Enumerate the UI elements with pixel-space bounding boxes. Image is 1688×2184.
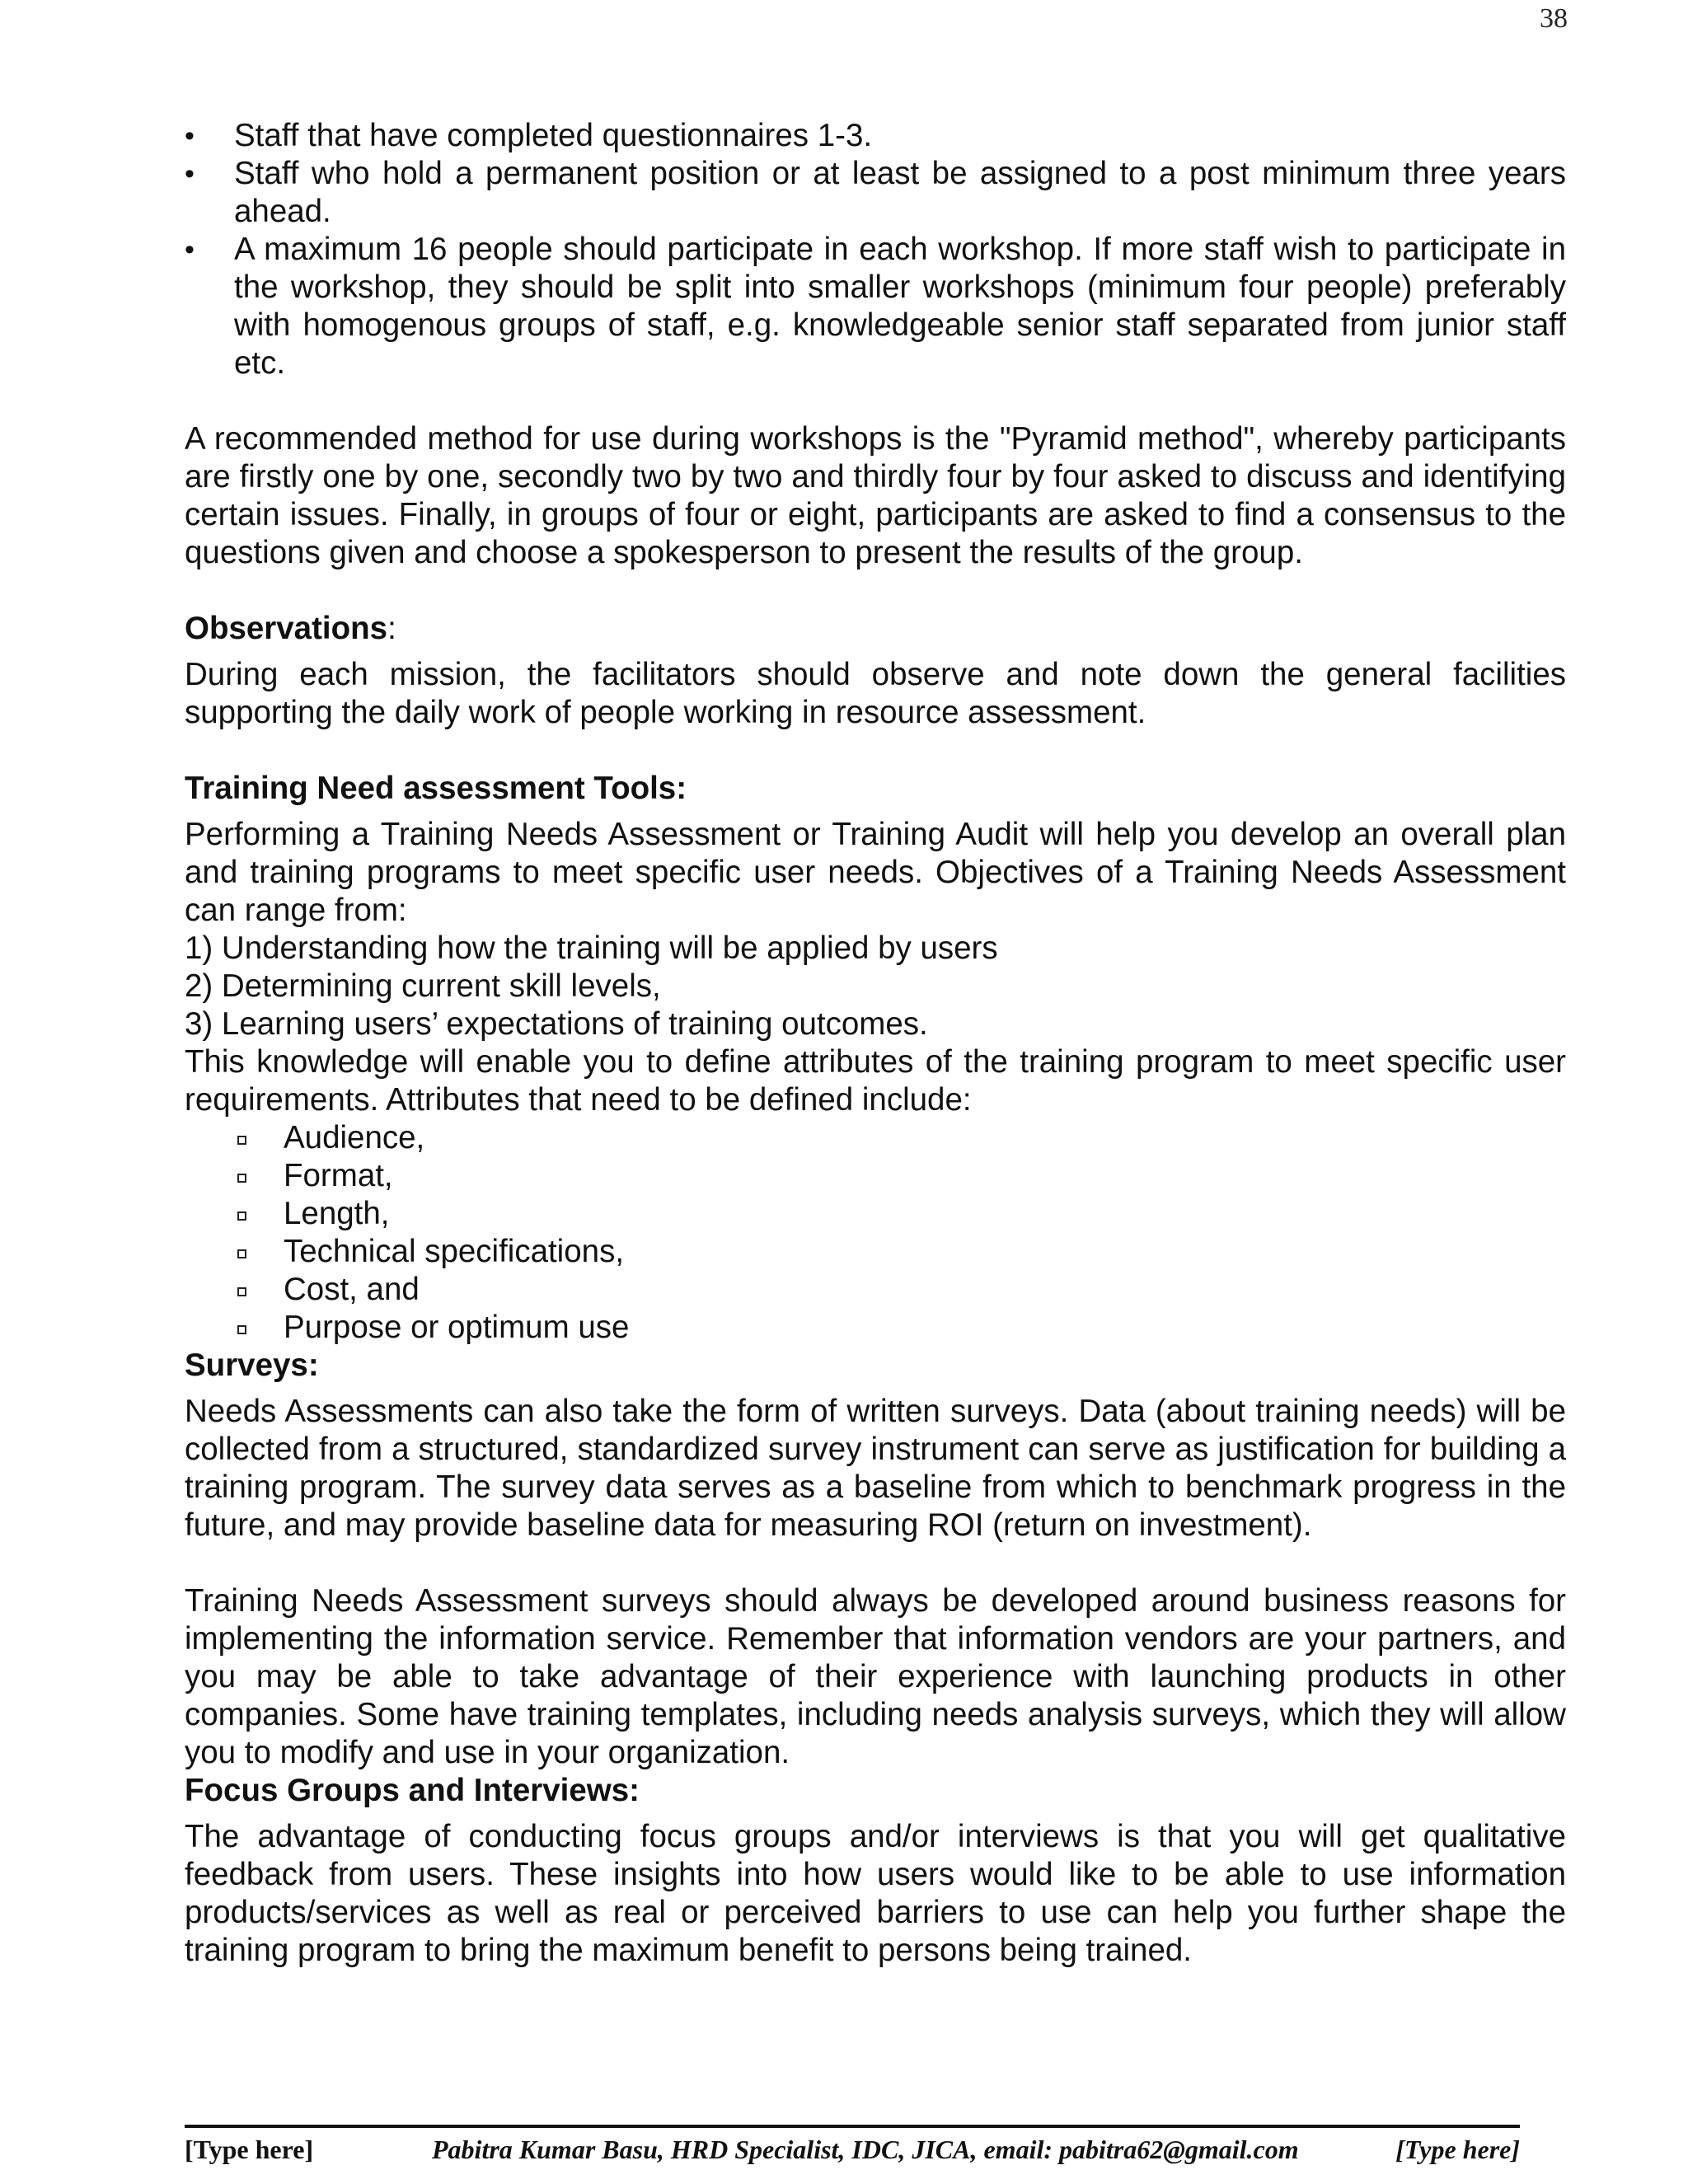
attribute-item: Audience, bbox=[185, 1119, 1566, 1157]
observations-heading-text: Observations bbox=[185, 611, 388, 646]
objective-item: 2) Determining current skill levels, bbox=[185, 968, 661, 1004]
footer-author: Pabitra Kumar Basu, HRD Specialist, IDC, JICA, email: pabitra62@gmail.com bbox=[432, 2135, 1299, 2164]
focus-groups-paragraph: The advantage of conducting focus groups and/or interviews is that you will get qualitative feedback from users. These insights into how users would like to be able to use information products/services as well as real or perceived barriers to use can help you further shape the training program to bring the maximum benefit to persons being trained. bbox=[185, 1819, 1566, 1968]
focus-groups-heading: Focus Groups and Interviews: bbox=[185, 1773, 640, 1808]
tools-heading: Training Need assessment Tools: bbox=[185, 771, 687, 806]
attributes-list bbox=[185, 1119, 1566, 1347]
objective-item: 1) Understanding how the training will be applied by users bbox=[185, 930, 998, 966]
attribute-item: Cost, and bbox=[185, 1271, 1566, 1309]
observations-heading bbox=[185, 610, 1566, 648]
footer-left-placeholder: [Type here] bbox=[185, 2135, 314, 2164]
attribute-item: Format, bbox=[185, 1157, 1566, 1195]
observations-paragraph: During each mission, the facilitators should observe and note down the general facilities supporting the daily work of people working in resource assessment. bbox=[185, 657, 1566, 730]
page-number: 38 bbox=[1540, 3, 1568, 34]
pyramid-method-paragraph: A recommended method for use during workshops is the "Pyramid method", whereby participants are firstly one by one, secondly two by two and thirdly four by four asked to discuss and identifying certain issues. Finally, in groups of four or eight, participants are asked to find a consensus to the questions given and choose a spokesperson to present the results of the group. bbox=[185, 421, 1566, 570]
objective-item: 3) Learning users’ expectations of training outcomes. bbox=[185, 1006, 928, 1042]
surveys-heading: Surveys: bbox=[185, 1347, 319, 1383]
observations-heading-colon: : bbox=[387, 611, 396, 646]
attribute-item: Length, bbox=[185, 1195, 1566, 1233]
knowledge-paragraph: This knowledge will enable you to define attributes of the training program to meet specific user requirements. Attributes that need to be defined include: bbox=[185, 1044, 1566, 1118]
bullet-item: • A maximum 16 people should participate in each workshop. If more staff wish to participate in the workshop, they should be split into smaller workshops (minimum four people) preferably with homogenous groups of staff, e.g. knowledgeable senior staff separated from junior staff etc. bbox=[185, 231, 1566, 382]
surveys-paragraph-2: Training Needs Assessment surveys should always be developed around business reasons for implementing the information service. Remember that information vendors are your partners, and you may be able to take advantage of their experience with launching products in other companies. Some have training templates, including needs analysis surveys, which they will allow you to modify and use in your organization. bbox=[185, 1583, 1566, 1770]
eligibility-bullet-list bbox=[185, 117, 1566, 382]
page-footer bbox=[185, 2125, 1520, 2164]
page-content bbox=[185, 117, 1566, 1970]
surveys-paragraph-1: Needs Assessments can also take the form of written surveys. Data (about training needs) will be collected from a structured, standardized survey instrument can serve as justification for building a training program. The survey data serves as a baseline from which to benchmark progress in the future, and may provide baseline data for measuring ROI (return on investment). bbox=[185, 1394, 1566, 1543]
tools-intro-paragraph: Performing a Training Needs Assessment or Training Audit will help you develop an overall plan and training programs to meet specific user needs. Objectives of a Training Needs Assessment can range from: bbox=[185, 817, 1566, 928]
footer-right-placeholder: [Type here] bbox=[1395, 2135, 1520, 2164]
bullet-item: • Staff who hold a permanent position or at least be assigned to a post minimum three years ahead. bbox=[185, 155, 1566, 231]
bullet-item: • Staff that have completed questionnaires 1-3. bbox=[185, 117, 1566, 155]
attribute-item: Technical specifications, bbox=[185, 1233, 1566, 1271]
attribute-item: Purpose or optimum use bbox=[185, 1309, 1566, 1347]
